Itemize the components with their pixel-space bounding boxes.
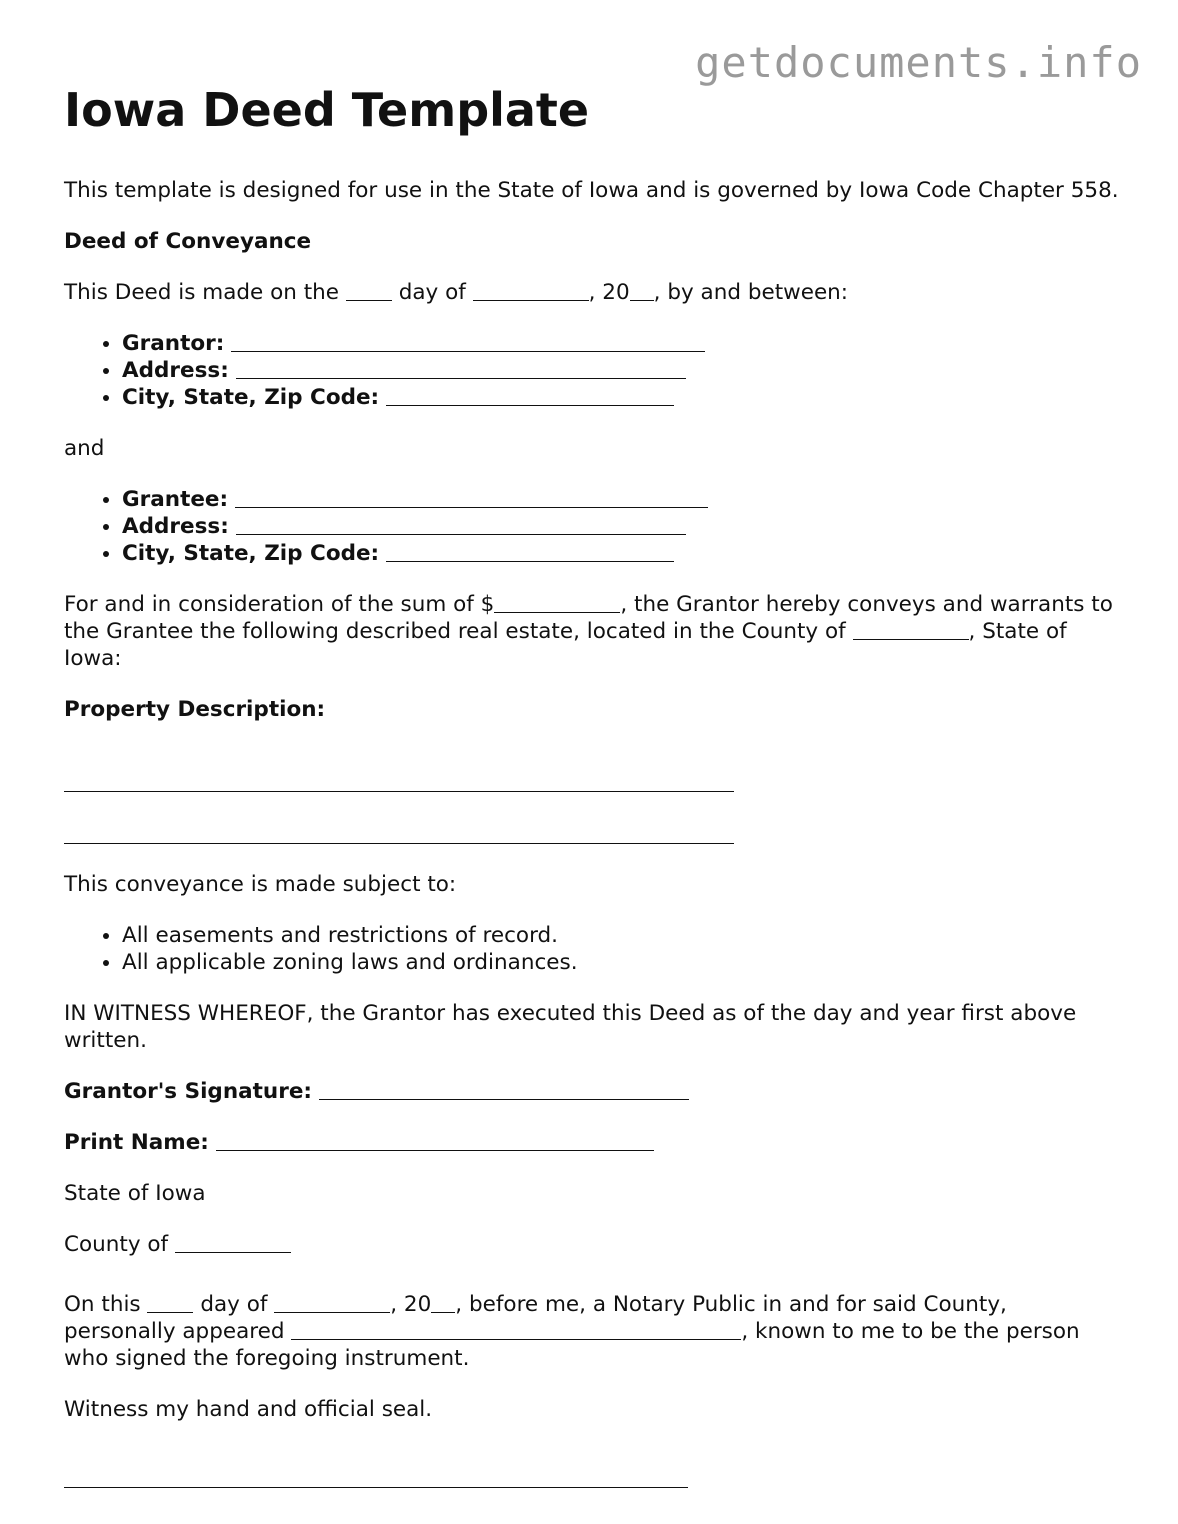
appeared-name-blank[interactable] [291,1319,741,1340]
list-item: • All easements and restrictions of record. [122,922,1124,949]
grantor-list [64,330,1124,411]
grantor-address-label: Address: [122,358,229,383]
notary-county-blank[interactable] [175,1232,291,1253]
notary-day-blank[interactable] [147,1292,193,1313]
grantor-name-blank[interactable] [231,331,705,352]
list-item [122,540,1124,567]
month-blank[interactable] [473,280,589,301]
year-blank[interactable] [630,280,654,301]
watermark: getdocuments.info [695,38,1142,87]
grantee-address-label: Address: [122,514,229,539]
list-item [122,384,1124,411]
witness-hand: Witness my hand and official seal. [64,1397,433,1422]
grantee-name-blank[interactable] [235,487,708,508]
print-name-label: Print Name: [64,1130,209,1155]
property-line-1[interactable] [64,771,734,792]
print-name-line [64,1129,1124,1156]
notary-middle: , before me, a Notary Public in and for said County, personally appeared [64,1292,1007,1344]
notary-year-blank[interactable] [431,1292,455,1313]
list-item [122,513,1124,540]
subject-list [64,922,1124,976]
document-page [64,82,1124,1488]
list-item [122,330,1124,357]
grantor-city-label: City, State, Zip Code: [122,385,380,410]
grantee-city-label: City, State, Zip Code: [122,541,380,566]
grantor-city-blank[interactable] [386,385,674,406]
made-on-suffix: , by and between: [653,280,849,305]
grantee-label: Grantee: [122,487,229,512]
consideration-suffix: , State of Iowa: [64,619,1067,671]
county-blank[interactable] [853,619,969,640]
consideration-paragraph [64,591,1124,672]
intro-paragraph: This template is designed for use in the State of Iowa and is governed by Iowa Code Chapter 558. [64,178,1119,203]
day-blank[interactable] [346,280,392,301]
made-on-line [64,279,1124,306]
and-text: and [64,436,105,461]
witness-statement: IN WITNESS WHEREOF, the Grantor has executed this Deed as of the day and year first above written. [64,1001,1077,1053]
section-heading: Deed of Conveyance [64,229,312,254]
state-line: State of Iowa [64,1181,206,1206]
subject-intro: This conveyance is made subject to: [64,872,457,897]
property-heading: Property Description: [64,697,326,722]
signature-blank[interactable] [319,1079,689,1100]
consideration-prefix: For and in consideration of the sum of $ [64,592,495,617]
list-item: • All applicable zoning laws and ordinances. [122,949,1124,976]
grantee-city-blank[interactable] [386,541,674,562]
made-on-prefix: This Deed is made on the [64,280,339,305]
notary-signature-line[interactable] [64,1467,688,1488]
page-title: Iowa Deed Template [64,83,590,137]
notary-day-of: day of [200,1292,268,1317]
notary-suffix: , known to me to be the person who signed the foregoing instrument. [64,1319,1080,1371]
county-line [64,1231,1124,1258]
grantor-label: Grantor: [122,331,225,356]
notary-paragraph [64,1291,1124,1372]
amount-blank[interactable] [494,592,620,613]
list-item [122,486,1124,513]
notary-prefix: On this [64,1292,141,1317]
signature-line [64,1078,1124,1105]
grantee-list [64,486,1124,567]
signature-label: Grantor's Signature: [64,1079,313,1104]
grantor-address-blank[interactable] [236,358,686,379]
property-line-2[interactable] [64,823,734,844]
made-on-day-of: day of [398,280,466,305]
made-on-comma-20: , 20 [588,280,630,305]
county-label: County of [64,1232,169,1257]
consideration-middle: , the Grantor hereby conveys and warrants to the Grantee the following described real estate, located in the County of [64,592,1113,644]
print-name-blank[interactable] [216,1130,654,1151]
notary-comma-20: , 20 [390,1292,432,1317]
notary-month-blank[interactable] [274,1292,390,1313]
list-item [122,357,1124,384]
grantee-address-blank[interactable] [236,514,686,535]
